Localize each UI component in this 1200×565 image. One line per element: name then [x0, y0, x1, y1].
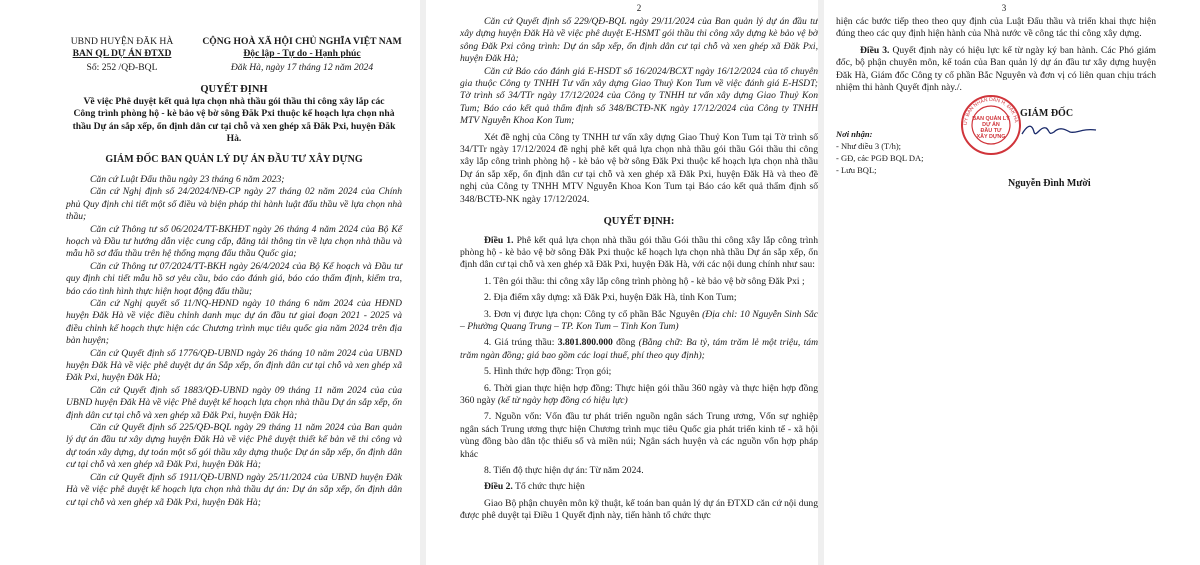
signer-title: GIÁM ĐỐC — [1020, 108, 1074, 119]
svg-text:ĐẦU TƯ: ĐẦU TƯ — [980, 128, 1002, 134]
legal-basis: Căn cứ Quyết định số 1911/QĐ-UBND ngày 25/11/2024 của UBND huyện Đăk Hà về việc phê duyệt kế hoạch lựa chọn nhà thầu dự án: Dự án sắp xếp, ổn định dân cư tại chỗ và xen ghép xã Đăk Pxi, huyện Đăk Hà; — [66, 471, 402, 508]
article-3-text: Quyết định này có hiệu lực kể từ ngày ký ban hành. Các Phó giám đốc, bộ phận chuyên môn, kế toán của Ban quản lý dự án đầu tư xây dựng huyện Đăk Hà, Giám đốc Công ty cổ phần Bắc Nguyên và đơn vị có liên quan chịu trách nhiệm thi hành Quyết định này./. — [836, 44, 1157, 94]
article-2-body: Giao Bộ phận chuyên môn kỹ thuật, kế toán ban quản lý dự án ĐTXD căn cứ nội dung được phê duyệt tại Điều 1 Quyết định này, tiến hành tổ chức thực — [460, 497, 818, 522]
recipients-block — [836, 128, 924, 176]
article-2-continued: hiện các bước tiếp theo theo quy định của Luật Đấu thầu và triển khai thực hiện đúng theo các quy định hiện hành của Nhà nước về công tác thi công xây dựng. — [836, 16, 1156, 40]
page-3-body — [836, 16, 1156, 94]
page-number: 2 — [636, 3, 642, 13]
page-number: 3 — [1001, 3, 1007, 13]
nation-block — [202, 36, 402, 74]
article-3-label: Điều 3. — [860, 44, 890, 56]
article-1 — [460, 235, 818, 272]
signer-name: Nguyễn Đình Mười — [1008, 178, 1091, 189]
page-1 — [0, 0, 420, 565]
legal-basis: Căn cứ Thông tư 07/2024/TT-BKH ngày 26/4/2024 của Bộ Kế hoạch và Đầu tư quy định chi tiết mẫu hồ sơ yêu cầu, báo cáo đánh giá, báo cáo thẩm định, kiểm tra, báo cáo tình hình thực hiện hoạt động đấu thầu; — [66, 260, 402, 297]
legal-basis: Căn cứ Quyết định số 1776/QĐ-UBND ngày 26 tháng 10 năm 2024 của UBND huyện Đăk Hà về việc phê duyệt dự án Sắp xếp, ổn định dân cư tại chỗ và xen ghép xã Đăk Pxi, huyện Đăk Hà; — [66, 347, 402, 384]
handwritten-signature — [1020, 120, 1098, 140]
item-2: 2. Địa điểm xây dựng: xã Đăk Pxi, huyện Đăk Hà, tỉnh Kon Tum; — [484, 292, 737, 304]
official-seal — [960, 94, 1022, 156]
article-1-label: Điều 1. — [484, 234, 514, 246]
article-2-text: Tổ chức thực hiện — [512, 481, 585, 493]
legal-basis: Căn cứ Quyết định số 229/QĐ-BQL ngày 29/11/2024 của Ban quản lý dự án đầu tư xây dựng huyện Đăk Hà về việc phê duyệt E-HSMT gói thầu thi công xây dựng kè bảo vệ bờ sông Đăk Pxi công trình: Dự án sắp xếp, ổn định dân cư tại chỗ và xen ghép xã Đăk Pxi, huyện Đăk Hà; — [460, 16, 818, 65]
article-2 — [460, 481, 818, 493]
consideration-paragraph: Xét đề nghị của Công ty TNHH tư vấn xây dựng Giao Thuỷ Kon Tum tại Tờ trình số 34/TTr ngày 17/12/2024 đề nghị phê kết quả lựa chọn nhà thầu gói thầu Gói thầu thi công xây lắp công trình phòng hộ - kè bảo vệ bờ sông Đăk Pxi thuộc kế hoạch lựa chọn nhà thầu Dự án sắp xếp, ổn định dân cư tại chỗ và xen ghép xã Đăk Pxi, huyện Đăk Hà và theo đề nghị của Công ty TNHH MTV Nguyễn Khoa Kon Tum tại Báo cáo kết quả thẩm định số 348/BCTĐ-NK ngày 17/12/2024. — [460, 131, 818, 205]
item-6-text: 6. Thời gian thực hiện hợp đồng: Thực hiện gói thầu 360 ngày và thực hiện hợp đồng 360 ngày — [460, 382, 818, 406]
svg-text:BAN QUẢN LÝ: BAN QUẢN LÝ — [972, 116, 1010, 122]
legal-basis: Căn cứ Thông tư số 06/2024/TT-BKHĐT ngày 26 tháng 4 năm 2024 của Bộ Kế hoạch và Đầu tư hướng dẫn việc cung cấp, đăng tải thông tin về lựa chọn nhà thầu và mẫu hồ sơ đấu thầu trên hệ thống mạng đấu thầu Quốc gia; — [66, 223, 402, 260]
legal-basis: Căn cứ Báo cáo đánh giá E-HSDT số 16/2024/BCXT ngày 16/12/2024 của tổ chuyên gia thuộc Công ty TNHH Tư vấn xây dựng Giao Thuỷ Kon Tum về việc đánh giá E-HSDT; Tờ trình số 34/TTr ngày 17/12/2024 của Công ty TNHH tư vấn xây dựng Giao Thuỷ Kon Tum; Báo cáo kết quả thẩm định số 348/BCTĐ-NK ngày 17/12/2024 của Công ty TNHH MTV Nguyễn Khoa Kon Tum; — [460, 65, 818, 127]
decision-heading: QUYẾT ĐỊNH: — [603, 216, 675, 228]
item-4-words: (Bằng chữ: Ba tỷ, tám trăm lẻ một triệu, tám trăm ngàn đồng; giá bao gồm các loại thuế, phí theo quy định); — [460, 337, 818, 361]
nation-line-2: Độc lập - Tự do - Hạnh phúc — [243, 47, 361, 59]
doc-date: Đăk Hà, ngày 17 tháng 12 năm 2024 — [230, 62, 374, 73]
item-8: 8. Tiến độ thực hiện dự án: Từ năm 2024. — [484, 465, 644, 476]
legal-basis: Căn cứ Quyết định số 1883/QĐ-UBND ngày 09 tháng 11 năm 2024 của của UBND huyện Đăk Hà về việc Phê duyệt kế hoạch lựa chọn nhà thầu Dự án sắp xếp, ổn định dân cư tại chỗ và xen ghép xã Đăk Pxi, huyện Đăk Hà; — [66, 384, 402, 421]
doc-subject: Về việc Phê duyệt kết quả lựa chọn nhà thầu gói thầu thi công xây lắp các Công trình phòng hộ - kè bảo vệ bờ sông Đăk Pxi thuộc kế hoạch lựa chọn nhà thầu Dự án sắp xếp, ổn định dân cư tại chỗ và xen ghép xã Đăk Pxi, huyện Đăk Hà. — [72, 95, 396, 145]
legal-basis: Căn cứ Luật Đấu thầu ngày 23 tháng 6 năm 2023; — [90, 173, 285, 185]
item-3-text: 3. Đơn vị được lựa chọn: Công ty cổ phần Bắc Nguyên — [484, 308, 703, 320]
recipients-title: Nơi nhận: — [836, 129, 873, 139]
doc-type: QUYẾT ĐỊNH — [200, 83, 268, 95]
page-2 — [426, 0, 818, 565]
recipient: - GĐ, các PGĐ BQL DA; — [836, 153, 924, 163]
agency-line-2: BAN QL DỰ ÁN ĐTXD — [72, 47, 172, 59]
svg-text:XÂY DỰNG: XÂY DỰNG — [976, 134, 1006, 140]
svg-text:DỰ ÁN: DỰ ÁN — [982, 122, 1000, 128]
legal-basis: Căn cứ Nghị định số 24/2024/NĐ-CP ngày 27 tháng 02 năm 2024 của Chính phủ Quy định chi tiết một số điều và biện pháp thi hành luật đấu thầu về lựa chọn nhà thầu; — [66, 186, 402, 223]
item-6-note: (kể từ ngày hợp đồng có hiệu lực) — [497, 394, 628, 406]
item-3 — [460, 309, 818, 334]
item-4-unit: đồng — [612, 337, 639, 349]
recipient: - Lưu BQL; — [836, 165, 877, 175]
agency-block — [66, 36, 178, 74]
document-header — [66, 36, 402, 74]
legal-basis: Căn cứ Quyết định số 225/QĐ-BQL ngày 29 tháng 11 năm 2024 của Ban quản lý dự án đầu tư xây dựng huyện Đăk Hà về việc Phê duyệt thiết kế bản vẽ thi công và dự toán xây dựng, dự toán một số gói thầu xây dựng thuộc Dự án sắp xếp, ổn định dân cư tại chỗ và xen ghép xã Đăk Pxi, huyện Đăk Hà; — [66, 422, 402, 471]
recipient: - Như điều 3 (T/h); — [836, 141, 902, 151]
legal-basis: Căn cứ Nghị quyết số 11/NQ-HĐND ngày 10 tháng 6 năm 2024 của HĐND huyện Đăk Hà về việc điều chỉnh danh mục dự án đầu tư giai đoạn 2021 - 2025 và điều chỉnh kế hoạch thực hiện các Chương trình mục tiêu quốc gia năm 2024 trên địa bàn huyện; — [66, 298, 402, 347]
contract-price: 3.801.800.000 — [557, 337, 613, 349]
seal-ring-text: ỦY BAN NHÂN DÂN H. ĐĂK HÀ — [962, 96, 1019, 126]
item-4 — [460, 337, 818, 362]
item-6 — [460, 383, 818, 408]
nation-line-1: CỘNG HOÀ XÃ HỘI CHỦ NGHĨA VIỆT NAM — [202, 36, 402, 47]
doc-number: Số: 252 /QĐ-BQL — [86, 62, 158, 73]
article-2-label: Điều 2. — [484, 481, 513, 493]
item-7: 7. Nguồn vốn: Vốn đầu tư phát triển nguồn ngân sách Trung ương, Vốn sự nghiệp ngân sách Trung ương thực hiện Chương trình mục tiêu Quốc gia phát triển kinh tế - xã hội vùng đồng bào dân tộc thiểu số và miền núi; Ngân sách huyện và các nguồn vốn hợp pháp khác — [460, 411, 818, 460]
item-1: 1. Tên gói thầu: thi công xây lắp công trình phòng hộ - kè bảo vệ bờ sông Đăk Pxi ; — [484, 275, 805, 287]
agency-line-1: UBND HUYỆN ĐĂK HÀ — [70, 36, 174, 47]
page-3 — [824, 0, 1200, 565]
item-4-label: 4. Giá trúng thầu: — [484, 337, 558, 349]
issuing-authority: GIÁM ĐỐC BAN QUẢN LÝ DỰ ÁN ĐẦU TƯ XÂY DỰNG — [105, 153, 363, 165]
item-5: 5. Hình thức hợp đồng: Trọn gói; — [484, 366, 612, 378]
legal-bases — [66, 174, 402, 509]
item-3-address: (Địa chỉ: 10 Nguyễn Sinh Sắc – Phường Quang Trung – TP. Kon Tum – Tỉnh Kon Tum) — [460, 308, 818, 332]
article-1-text: Phê kết quả lựa chọn nhà thầu gói thầu Gói thầu thi công xây lắp công trình phòng hộ - kè bảo vệ bờ sông Đăk Pxi thuộc kế hoạch lựa chọn nhà thầu Dự án sắp xếp, ổn định dân cư tại chỗ và xen ghép xã Đăk Pxi, huyện Đăk Hà, với các nội dung chính như sau: — [460, 234, 818, 271]
article-3 — [836, 45, 1156, 95]
